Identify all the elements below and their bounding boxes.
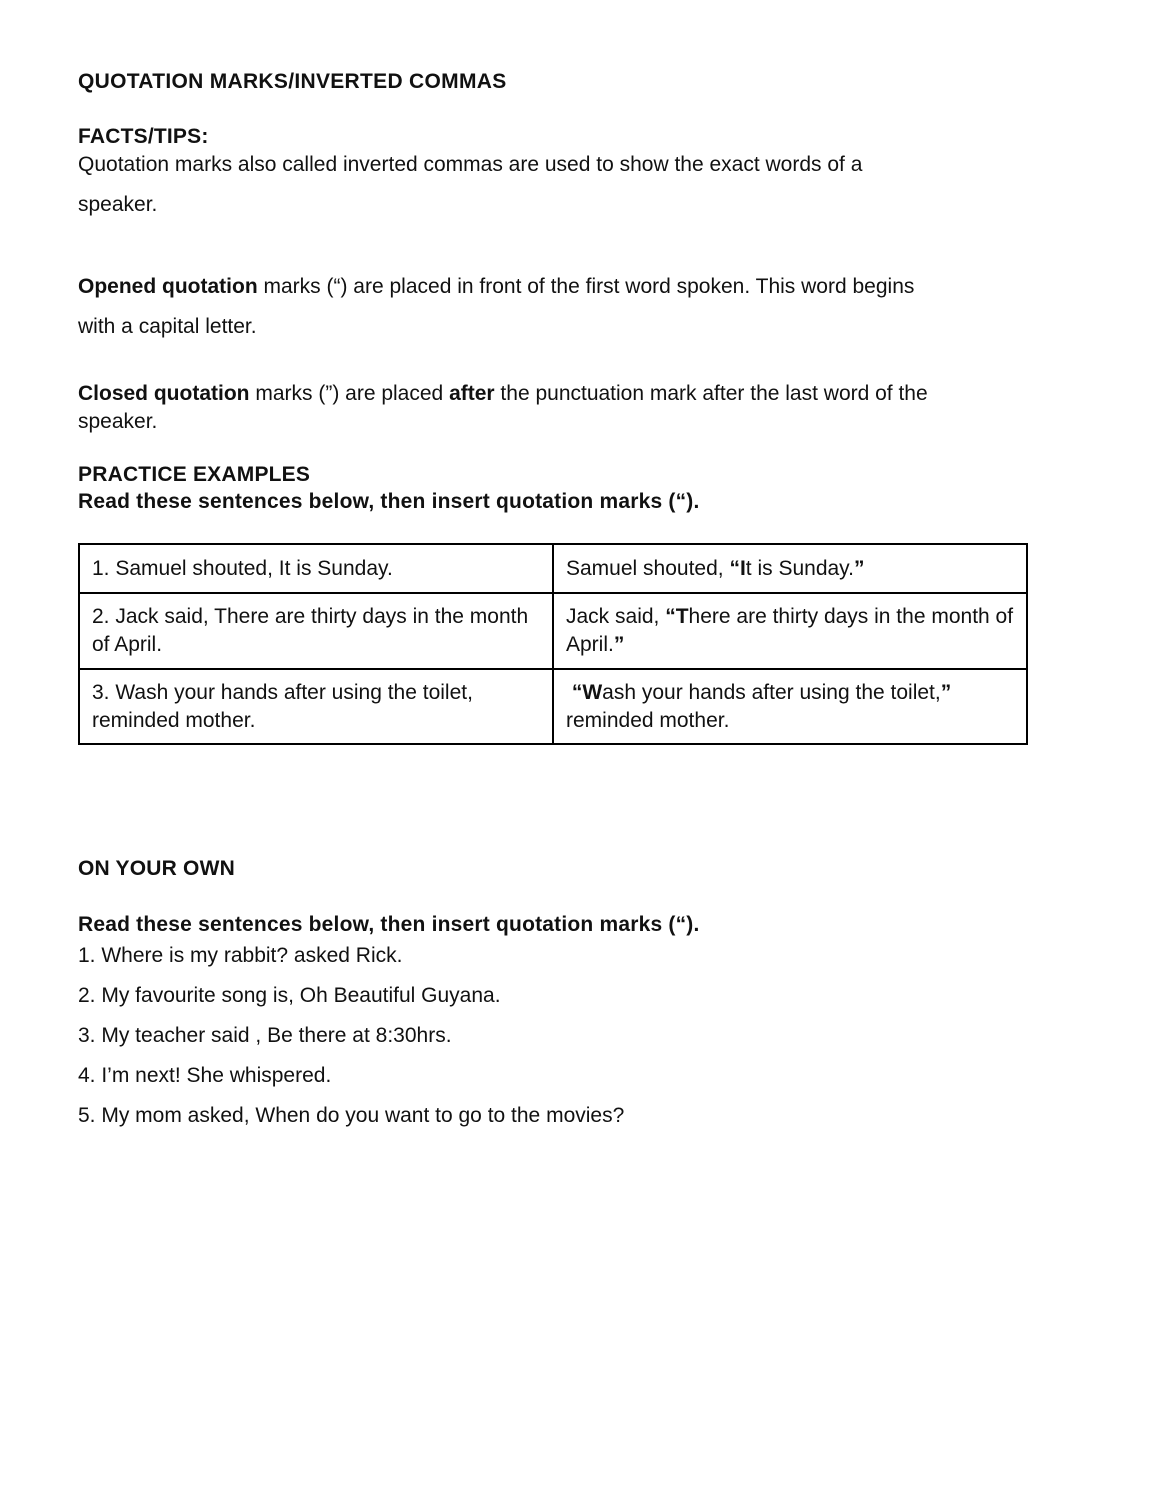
table-row — [79, 669, 1027, 744]
on-your-own-instruction: Read these sentences below, then insert quotation marks (“). — [78, 913, 700, 936]
exercise-item-4: 4. I’m next! She whispered. — [78, 1064, 332, 1087]
cell-original-sentence: 3. Wash your hands after using the toilet, reminded mother. — [79, 669, 553, 744]
cell-quoted-sentence: “Wash your hands after using the toilet,” reminded mother. — [553, 669, 1027, 744]
cell-quoted-sentence: Jack said, “There are thirty days in the month of April.” — [553, 593, 1027, 669]
exercise-item-3: 3. My teacher said , Be there at 8:30hrs. — [78, 1024, 452, 1047]
cell-original-sentence: 2. Jack said, There are thirty days in the month of April. — [79, 593, 553, 669]
opened-quotation-paragraph: Opened quotation marks (“) are placed in front of the first word spoken. This word begins with a capital letter. — [78, 275, 915, 338]
practice-instruction: Read these sentences below, then insert quotation marks (“). — [78, 490, 700, 513]
exercise-list — [78, 936, 1088, 1136]
examples-table — [78, 543, 1028, 745]
exercise-item-2: 2. My favourite song is, Oh Beautiful Guyana. — [78, 984, 501, 1007]
table-row — [79, 593, 1027, 669]
exercise-item-1: 1. Where is my rabbit? asked Rick. — [78, 944, 403, 967]
cell-original-sentence: 1. Samuel shouted, It is Sunday. — [79, 544, 553, 593]
cell-quoted-sentence: Samuel shouted, “It is Sunday.” — [553, 544, 1027, 593]
practice-examples-heading: PRACTICE EXAMPLES — [78, 463, 311, 486]
page-title: QUOTATION MARKS/INVERTED COMMAS — [78, 70, 507, 93]
table-row — [79, 544, 1027, 593]
on-your-own-heading: ON YOUR OWN — [78, 857, 235, 880]
facts-paragraph: Quotation marks also called inverted commas are used to show the exact words of a speaker. — [78, 153, 863, 216]
closed-quotation-paragraph: Closed quotation marks (”) are placed after the punctuation mark after the last word of the speaker. — [78, 382, 928, 433]
exercise-item-5: 5. My mom asked, When do you want to go to the movies? — [78, 1104, 625, 1127]
facts-heading: FACTS/TIPS: — [78, 125, 209, 148]
